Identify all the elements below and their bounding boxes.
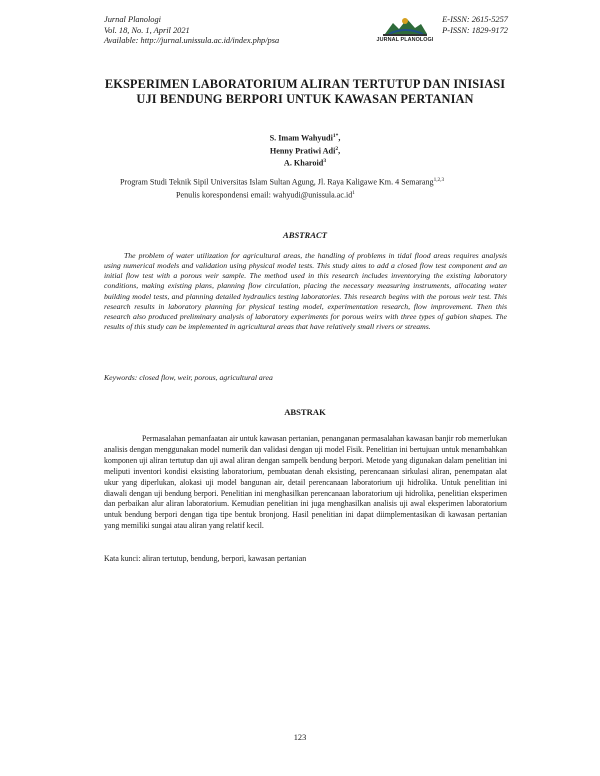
author-2: Henny Pratiwi Adi$^2$, [269, 145, 341, 156]
abstract-english: The problem of water utilization for agricultural areas, the handling of problems in tidal flood areas requires analysis using numerical models and validation using physical model tests. This study aims to add a closed flow test component and an initial flow test with a porous weir sample. The method used in this research includes inventorying the existing laboratory conditions, making existing plans, planning flow circulation, placing the necessary measuring instruments, allocating water building model tests, and planning detailed hydraulics testing laboratories. This research begins with the porous weir test. This research results in laboratory planning for physical testing model, experimentation research, flow improvement. Then this research also produced preliminary analysis of laboratory experiments for porous weirs with three types of gabion shapes. The results of this study can be implemented in agricultural areas that have relatively small rivers or streams. [104, 251, 507, 332]
corresponding-email[interactable]: Penulis korespondensi email: $wahyudi@unissula.ac.id^1$ [176, 190, 355, 200]
journal-logo [375, 14, 435, 44]
paper-title: EKSPERIMEN LABORATORIUM ALIRAN TERTUTUP DAN INISIASI UJI BENDUNG BERPORI UNTUK KAWASAN PERTANIAN [104, 77, 506, 107]
keywords-english: Keywords: closed flow, weir, porous, agricultural area [104, 373, 273, 382]
journal-logo-icon [375, 14, 435, 38]
p-issn: P-ISSN: 1829-9172 [442, 25, 508, 35]
affiliation-address: Program Studi Teknik Sipil Universitas Islam Sultan Agung, Jl. Raya Kaligawe Km. 4 Semarang$^{1,2,3}$ [120, 177, 445, 187]
journal-volume: Vol. 18, No. 1, April 2021 [104, 25, 190, 35]
journal-header-left [104, 15, 279, 47]
journal-url[interactable]: Available: http://jurnal.unissula.ac.id/index.php/psa [104, 36, 280, 46]
journal-logo-text: JURNAL PLANOLOGI [376, 37, 434, 43]
abstract-heading: ABSTRACT [283, 230, 327, 240]
affiliation [120, 175, 500, 202]
e-issn: E-ISSN: 2615-5257 [442, 15, 508, 24]
author-list [100, 131, 510, 169]
abstrak-heading: ABSTRAK [284, 407, 326, 417]
journal-name: Jurnal Planologi [104, 15, 161, 24]
author-1: S. Imam Wahyudi$^{1*}$, [269, 133, 341, 143]
author-3: A. Kharoid$^3$ [283, 158, 327, 169]
keywords-indonesian: Kata kunci: aliran tertutup, bendung, berpori, kawasan pertanian [104, 554, 307, 563]
journal-header-right [442, 15, 508, 36]
page-number: 123 [293, 733, 307, 742]
abstract-indonesian: Permasalahan pemanfaatan air untuk kawasan pertanian, penanganan permasalahan kawasan banjir rob memerlukan analisis dengan menggunakan model numerik dan validasi dengan uji model Fisik. Penelitian ini bertujuan untuk menambahkan komponen uji aliran tertutup dan uji awal aliran dengan sampelk bendung berpori. Metode yang digunakan dalam penelitian ini meliputi inventori kondisi eksisting laboratorium, pembuatan denah eksisting, perencanaan sirkulasi aliran, penempatan alat ukur yang diperlukan, alokasi uji model bangunan air, detail perencanaan laboratorium uji hidrolika. Untuk penelitian ini diawali dengan uji bendung berpori. Penelitian ini menghasilkan perencanaan laboratorium uji hidrolika, penelitian eksperimen dan perbaikan alur aliran laboratorium. Kemudian penelitian ini juga menghasilkan analisis uji awal eksperimen laboratorium untuk bendung berpori dengan tiga tipe bentuk bronjong. Hasil penelitian ini dapat diimplementasikan di kawasan pertanian yang memiliki sungai atau aliran yang relatif kecil. [104, 434, 508, 531]
